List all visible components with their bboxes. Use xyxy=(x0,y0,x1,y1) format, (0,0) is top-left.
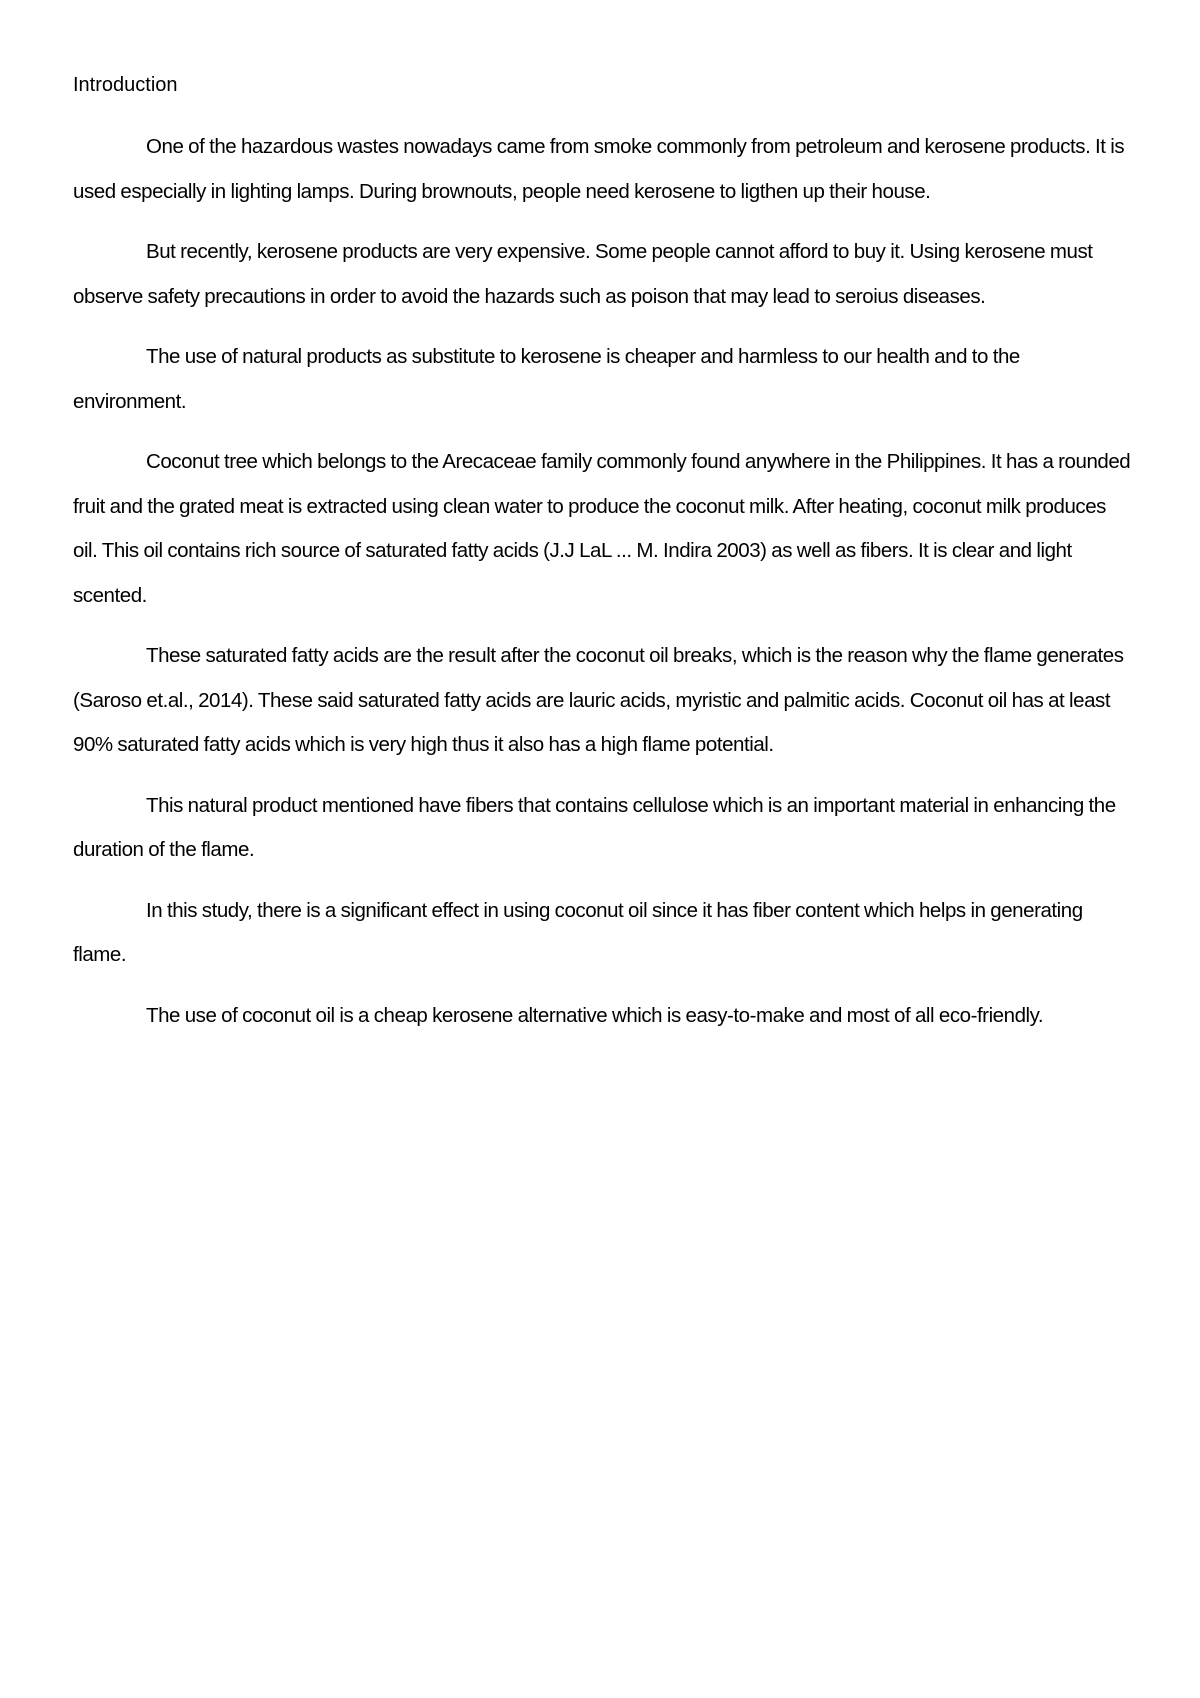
section-heading: Introduction xyxy=(73,74,178,96)
paragraph-4: Coconut tree which belongs to the Arecaceae family commonly found anywhere in the Philippines. It has a rounded fruit and the grated meat is extracted using clean water to produce the coconut milk. After heating, coconut milk produces oil. This oil contains rich source of saturated fatty acids (J.J LaL ... M. Indira 2003) as well as fibers. It is clear and light scented. xyxy=(73,450,1131,607)
paragraph-8: The use of coconut oil is a cheap kerosene alternative which is easy-to-make and most of all eco-friendly. xyxy=(146,1003,1044,1027)
paragraph-2: But recently, kerosene products are very expensive. Some people cannot afford to buy it. Using kerosene must observe safety precautions in order to avoid the hazards such as poison that may lead to seroius diseases. xyxy=(73,240,1093,308)
paragraph-6: This natural product mentioned have fibers that contains cellulose which is an important material in enhancing the duration of the flame. xyxy=(73,793,1116,861)
paragraph-5: These saturated fatty acids are the result after the coconut oil breaks, which is the reason why the flame generates (Saroso et.al., 2014). These said saturated fatty acids are lauric acids, myristic and palmitic acids. Coconut oil has at least 90% saturated fatty acids which is very high thus it also has a high flame potential. xyxy=(73,644,1124,756)
paragraph-7: In this study, there is a significant effect in using coconut oil since it has fiber content which helps in generating flame. xyxy=(73,898,1083,966)
paragraph-3: The use of natural products as substitute to kerosene is cheaper and harmless to our health and to the environment. xyxy=(73,345,1020,413)
paragraph-1: One of the hazardous wastes nowadays came from smoke commonly from petroleum and kerosene products. It is used especially in lighting lamps. During brownouts, people need kerosene to ligthen up their house. xyxy=(73,135,1125,203)
